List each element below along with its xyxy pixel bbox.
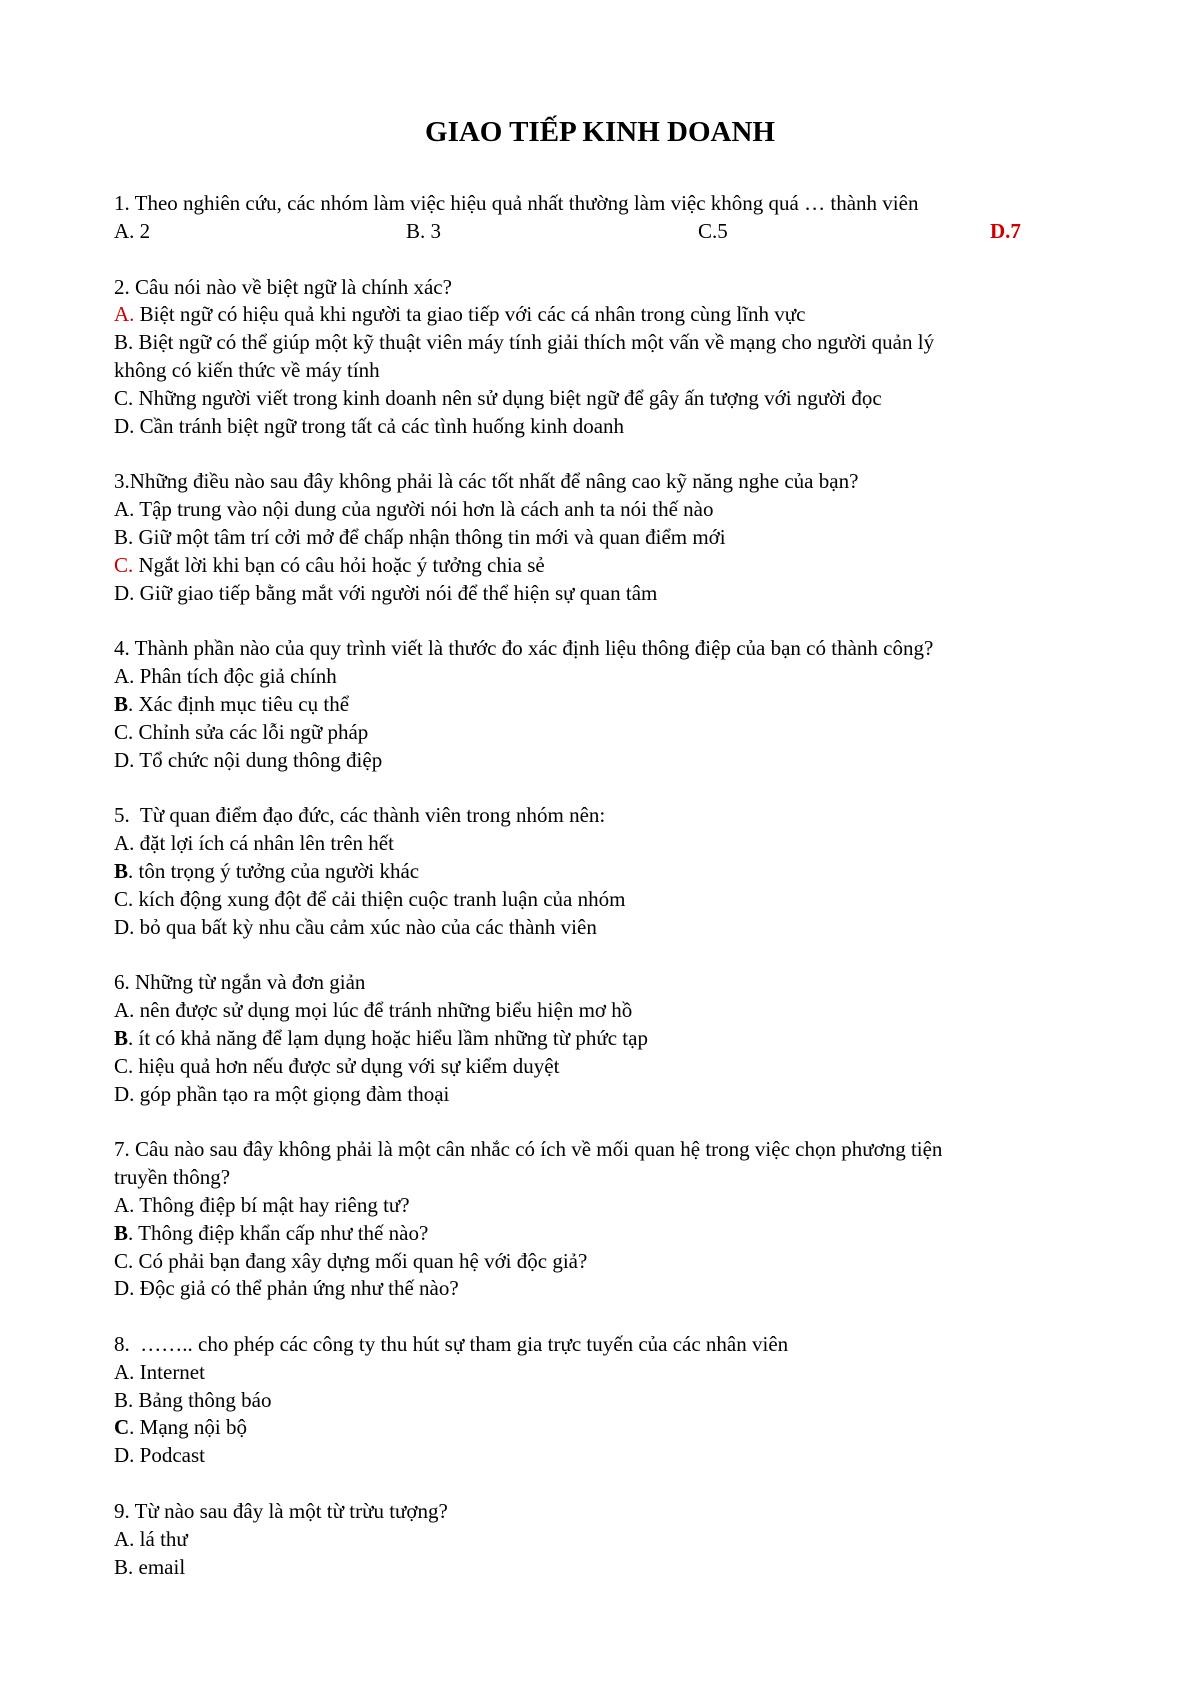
answer-text: . Thông điệp khẩn cấp như thế nào? bbox=[128, 1220, 429, 1245]
answer-c: C. hiệu quả hơn nếu được sử dụng với sự kiểm duyệt bbox=[114, 1053, 560, 1078]
question-text: 8. …….. cho phép các công ty thu hút sự tham gia trực tuyến của các nhân viên bbox=[114, 1332, 789, 1357]
answer-text: . ít có khả năng để lạm dụng hoặc hiểu lầm những từ phức tạp bbox=[128, 1025, 648, 1050]
question-text-continued: truyền thông? bbox=[114, 1165, 231, 1190]
question-8 bbox=[114, 1331, 1094, 1470]
answer-b bbox=[114, 1220, 1094, 1248]
correct-answer-letter: B bbox=[114, 1025, 129, 1050]
answer-c bbox=[114, 1414, 1094, 1442]
answer-c: C. Có phải bạn đang xây dựng mối quan hệ với độc giả? bbox=[114, 1248, 588, 1273]
correct-answer-letter: C. bbox=[114, 552, 134, 577]
answer-text: . Mạng nội bộ bbox=[129, 1415, 247, 1440]
question-5 bbox=[114, 802, 1094, 941]
correct-answer-letter: A. bbox=[114, 302, 135, 327]
answer-text: Ngắt lời khi bạn có câu hỏi hoặc ý tưởng chia sẻ bbox=[133, 552, 545, 577]
answer-c bbox=[114, 552, 1094, 580]
question-text: 4. Thành phần nào của quy trình viết là thước đo xác định liệu thông điệp của bạn có thành công? bbox=[114, 636, 934, 661]
answer-d: D. góp phần tạo ra một giọng đàm thoại bbox=[114, 1081, 450, 1106]
question-2 bbox=[114, 274, 1094, 441]
answer-b: B. Biệt ngữ có thể giúp một kỹ thuật viên máy tính giải thích một vấn về mạng cho người quản lý bbox=[114, 330, 935, 355]
answer-d: D. Giữ giao tiếp bằng mắt với người nói để thể hiện sự quan tâm bbox=[114, 580, 658, 605]
answer-a: A. Phân tích độc giả chính bbox=[114, 664, 337, 689]
correct-answer-letter: C bbox=[114, 1415, 130, 1440]
question-text: 2. Câu nói nào về biệt ngữ là chính xác? bbox=[114, 274, 452, 299]
question-text: 1. Theo nghiên cứu, các nhóm làm việc hiệu quả nhất thường làm việc không quá … thành viên bbox=[114, 191, 919, 215]
question-text: 6. Những từ ngắn và đơn giản bbox=[114, 970, 366, 995]
answer-text: . Xác định mục tiêu cụ thể bbox=[128, 691, 350, 716]
question-3 bbox=[114, 468, 1094, 607]
answer-a: A. đặt lợi ích cá nhân lên trên hết bbox=[114, 831, 394, 856]
answer-a: A. 2 bbox=[114, 218, 151, 243]
correct-answer-letter: B bbox=[114, 1220, 129, 1245]
correct-answer-letter: B bbox=[114, 691, 129, 716]
question-7 bbox=[114, 1136, 1094, 1303]
question-9 bbox=[114, 1498, 1094, 1581]
answer-d: D. Tổ chức nội dung thông điệp bbox=[114, 747, 383, 772]
answer-d: D. Độc giả có thể phản ứng như thế nào? bbox=[114, 1276, 459, 1301]
answer-b bbox=[114, 691, 1094, 719]
question-text: 3.Những điều nào sau đây không phải là các tốt nhất để nâng cao kỹ năng nghe của bạn? bbox=[114, 469, 859, 494]
document-title: GIAO TIẾP KINH DOANH bbox=[425, 116, 775, 148]
answer-b: B. Bảng thông báo bbox=[114, 1387, 272, 1412]
answer-b: B. Giữ một tâm trí cởi mở để chấp nhận thông tin mới và quan điểm mới bbox=[114, 524, 726, 549]
question-text: 5. Từ quan điểm đạo đức, các thành viên trong nhóm nên: bbox=[114, 803, 606, 828]
answer-b: B. 3 bbox=[406, 218, 442, 243]
answer-row bbox=[114, 218, 1094, 246]
question-text: 7. Câu nào sau đây không phải là một cân nhắc có ích về mối quan hệ trong việc chọn phương tiện bbox=[114, 1137, 943, 1162]
answer-b: B. email bbox=[114, 1554, 186, 1579]
answer-b bbox=[114, 1025, 1094, 1053]
question-list bbox=[114, 190, 1094, 1581]
answer-a bbox=[114, 301, 1094, 329]
answer-d: D. bỏ qua bất kỳ nhu cầu cảm xúc nào của các thành viên bbox=[114, 914, 597, 939]
answer-b-continued: không có kiến thức về máy tính bbox=[114, 357, 380, 382]
answer-c: C.5 bbox=[698, 218, 728, 243]
answer-text: . tôn trọng ý tưởng của người khác bbox=[128, 858, 420, 883]
question-text: 9. Từ nào sau đây là một từ trừu tượng? bbox=[114, 1499, 448, 1524]
answer-a: A. lá thư bbox=[114, 1526, 188, 1551]
answer-d: D. Podcast bbox=[114, 1443, 205, 1468]
answer-b bbox=[114, 858, 1094, 886]
answer-a: A. Internet bbox=[114, 1359, 205, 1384]
answer-c: C. kích động xung đột để cải thiện cuộc tranh luận của nhóm bbox=[114, 886, 626, 911]
question-4 bbox=[114, 635, 1094, 774]
answer-a: A. Tập trung vào nội dung của người nói hơn là cách anh ta nói thế nào bbox=[114, 497, 714, 522]
answer-c: C. Những người viết trong kinh doanh nên sử dụng biệt ngữ để gây ấn tượng với người đọc bbox=[114, 385, 882, 410]
answer-a: A. Thông điệp bí mật hay riêng tư? bbox=[114, 1192, 410, 1217]
answer-a: A. nên được sử dụng mọi lúc để tránh những biểu hiện mơ hồ bbox=[114, 998, 633, 1023]
question-1 bbox=[114, 190, 1094, 246]
question-6 bbox=[114, 969, 1094, 1108]
answer-d: D. Cần tránh biệt ngữ trong tất cả các tình huống kinh doanh bbox=[114, 413, 625, 438]
answer-d-correct: D.7 bbox=[990, 218, 1021, 243]
answer-c: C. Chỉnh sửa các lỗi ngữ pháp bbox=[114, 719, 369, 744]
correct-answer-letter: B bbox=[114, 858, 129, 883]
answer-text: Biệt ngữ có hiệu quả khi người ta giao tiếp với các cá nhân trong cùng lĩnh vực bbox=[134, 302, 806, 327]
